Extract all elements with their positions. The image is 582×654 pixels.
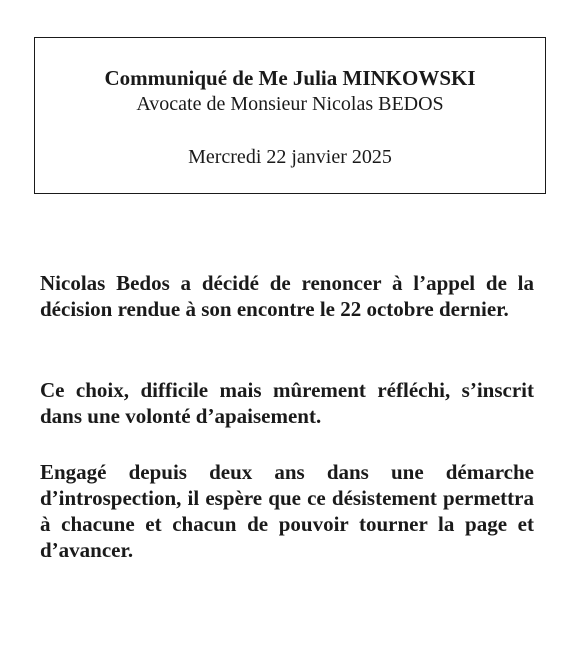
paragraph-2: Ce choix, difficile mais mûrement réfléchi, s’inscrit dans une volonté d’apaisement. (40, 378, 534, 428)
title-name: MINKOWSKI (342, 66, 476, 90)
paragraph-3: Engagé depuis deux ans dans une démarche d’introspection, il espère que ce désistement permettra à chacune et chacun de pouvoir tourner la page et d’avancer. (40, 460, 534, 562)
header-box (34, 37, 546, 194)
communique-title (35, 66, 545, 90)
communique-subtitle: Avocate de Monsieur Nicolas BEDOS (136, 93, 444, 115)
title-prefix: Communiqué de Me Julia (104, 66, 343, 90)
communique-date: Mercredi 22 janvier 2025 (188, 146, 392, 168)
paragraph-1: Nicolas Bedos a décidé de renoncer à l’appel de la décision rendue à son encontre le 22 octobre dernier. (40, 271, 534, 321)
